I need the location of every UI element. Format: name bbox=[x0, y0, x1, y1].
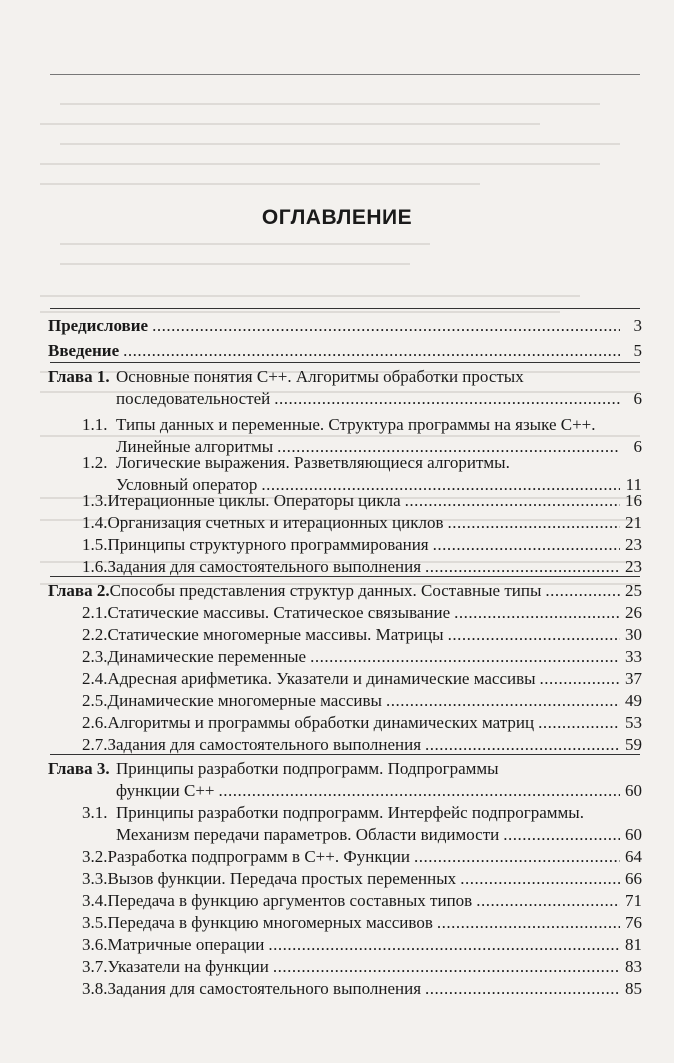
section-number: 3.8. bbox=[82, 979, 108, 998]
leader-dots bbox=[219, 780, 620, 802]
leader-dots bbox=[310, 646, 620, 668]
leader-dots bbox=[540, 668, 620, 690]
section-number: 2.4. bbox=[82, 669, 108, 688]
header-rule bbox=[50, 74, 640, 75]
toc-section-3-5 bbox=[82, 912, 642, 934]
page-number: 60 bbox=[625, 781, 642, 800]
toc-section-2-7 bbox=[82, 734, 642, 756]
section-rule bbox=[50, 362, 640, 363]
section-number: 2.6. bbox=[82, 713, 108, 732]
section-number: 1.2. bbox=[82, 453, 108, 472]
section-title-line: Динамические переменные bbox=[107, 647, 307, 666]
section-title-line: Матричные операции bbox=[107, 935, 265, 954]
section-title-line: Вызов функции. Передача простых переменных bbox=[107, 869, 457, 888]
chapter-title-line: Основные понятия С++. Алгоритмы обработки простых bbox=[116, 367, 524, 386]
toc-section-3-1 bbox=[82, 802, 642, 846]
leader-dots bbox=[425, 556, 620, 578]
section-title-line: Организация счетных и итерационных циклов bbox=[107, 513, 444, 532]
chapter-title-line: Принципы разработки подпрограмм. Подпрограммы bbox=[116, 759, 499, 778]
section-number: 2.2. bbox=[82, 625, 108, 644]
page-number: 3 bbox=[633, 316, 642, 335]
leader-dots bbox=[273, 956, 620, 978]
section-number: 3.3. bbox=[82, 869, 108, 888]
chapter-number: Глава 2. bbox=[48, 581, 110, 600]
leader-dots bbox=[476, 890, 620, 912]
toc-section-3-7 bbox=[82, 956, 642, 978]
toc-section-1-6 bbox=[82, 556, 642, 578]
page-number: 11 bbox=[625, 475, 642, 494]
chapter-title-line: функции С++ bbox=[116, 781, 215, 800]
toc-section-1-3 bbox=[82, 490, 642, 512]
page-number: 66 bbox=[625, 869, 642, 888]
page-number: 81 bbox=[625, 935, 642, 954]
leader-dots bbox=[503, 824, 620, 846]
chapter-number: Глава 3. bbox=[48, 759, 110, 778]
toc-section-1-4 bbox=[82, 512, 642, 534]
leader-dots bbox=[448, 512, 620, 534]
page-number: 23 bbox=[625, 535, 642, 554]
section-title-line: Типы данных и переменные. Структура программы на языке С++. bbox=[116, 415, 596, 434]
section-title-line: Принципы разработки подпрограмм. Интерфейс подпрограммы. bbox=[116, 803, 584, 822]
page-number: 85 bbox=[625, 979, 642, 998]
section-title-line: Алгоритмы и программы обработки динамических матриц bbox=[107, 713, 535, 732]
leader-dots bbox=[437, 912, 620, 934]
section-title-line: Линейные алгоритмы bbox=[116, 437, 274, 456]
page-number: 60 bbox=[625, 825, 642, 844]
page-number: 53 bbox=[625, 713, 642, 732]
toc-label: Предисловие bbox=[48, 316, 149, 335]
page-number: 25 bbox=[625, 581, 642, 600]
toc-section-2-1 bbox=[82, 602, 642, 624]
page-number: 26 bbox=[625, 603, 642, 622]
toc-section-2-5 bbox=[82, 690, 642, 712]
leader-dots bbox=[386, 690, 620, 712]
section-number: 3.6. bbox=[82, 935, 108, 954]
leader-dots bbox=[405, 490, 620, 512]
section-title-line: Задания для самостоятельного выполнения bbox=[107, 979, 422, 998]
page-number: 33 bbox=[625, 647, 642, 666]
page-number: 6 bbox=[633, 437, 642, 456]
section-number: 3.5. bbox=[82, 913, 108, 932]
toc-section-3-4 bbox=[82, 890, 642, 912]
section-title-line: Механизм передачи параметров. Области видимости bbox=[116, 825, 500, 844]
section-title-line: Динамические многомерные массивы bbox=[107, 691, 382, 710]
leader-dots bbox=[152, 315, 620, 337]
section-number: 2.5. bbox=[82, 691, 108, 710]
toc-top-rule bbox=[50, 308, 640, 309]
leader-dots bbox=[545, 580, 620, 602]
section-title-line: Условный оператор bbox=[116, 475, 258, 494]
page-number: 5 bbox=[633, 341, 642, 360]
leader-dots bbox=[538, 712, 620, 734]
page-number: 16 bbox=[625, 491, 642, 510]
toc-section-2-3 bbox=[82, 646, 642, 668]
leader-dots bbox=[425, 978, 620, 1000]
section-title-line: Указатели на функции bbox=[107, 957, 269, 976]
page-number: 76 bbox=[625, 913, 642, 932]
section-title-line: Логические выражения. Разветвляющиеся алгоритмы. bbox=[116, 453, 510, 472]
section-number: 2.3. bbox=[82, 647, 108, 666]
section-number: 1.3. bbox=[82, 491, 108, 510]
toc-section-2-4 bbox=[82, 668, 642, 690]
section-number: 1.1. bbox=[82, 415, 108, 434]
page-number: 83 bbox=[625, 957, 642, 976]
leader-dots bbox=[454, 602, 620, 624]
section-title-line: Статические массивы. Статическое связывание bbox=[107, 603, 451, 622]
toc-section-3-2 bbox=[82, 846, 642, 868]
toc-section-3-6 bbox=[82, 934, 642, 956]
toc-section-3-8 bbox=[82, 978, 642, 1000]
toc-section-1-5 bbox=[82, 534, 642, 556]
section-number: 1.6. bbox=[82, 557, 108, 576]
section-title-line: Статические многомерные массивы. Матрицы bbox=[107, 625, 444, 644]
leader-dots bbox=[414, 846, 620, 868]
toc-section-2-2 bbox=[82, 624, 642, 646]
chapter-number: Глава 1. bbox=[48, 367, 110, 386]
section-number: 3.1. bbox=[82, 803, 108, 822]
leader-dots bbox=[460, 868, 620, 890]
toc-entry-introduction bbox=[48, 340, 642, 362]
page-number: 64 bbox=[625, 847, 642, 866]
section-rule bbox=[50, 754, 640, 755]
section-number: 1.5. bbox=[82, 535, 108, 554]
page-number: 21 bbox=[625, 513, 642, 532]
page-number: 23 bbox=[625, 557, 642, 576]
section-title-line: Передача в функцию аргументов составных типов bbox=[107, 891, 473, 910]
leader-dots bbox=[425, 734, 620, 756]
chapter-title-line: последовательностей bbox=[116, 389, 271, 408]
page-number: 30 bbox=[625, 625, 642, 644]
leader-dots bbox=[268, 934, 620, 956]
section-number: 3.2. bbox=[82, 847, 108, 866]
toc-entry-preface bbox=[48, 315, 642, 337]
page-number: 71 bbox=[625, 891, 642, 910]
toc-section-2-6 bbox=[82, 712, 642, 734]
section-title-line: Задания для самостоятельного выполнения bbox=[107, 735, 422, 754]
leader-dots bbox=[433, 534, 620, 556]
section-number: 3.4. bbox=[82, 891, 108, 910]
toc-section-3-3 bbox=[82, 868, 642, 890]
section-title-line: Задания для самостоятельного выполнения bbox=[107, 557, 422, 576]
section-number: 3.7. bbox=[82, 957, 108, 976]
section-rule bbox=[50, 576, 640, 577]
toc-chapter-3 bbox=[48, 758, 642, 802]
chapter-title-line: Способы представления структур данных. Составные типы bbox=[109, 581, 542, 600]
toc-label: Введение bbox=[48, 341, 120, 360]
section-title-line: Разработка подпрограмм в С++. Функции bbox=[107, 847, 410, 866]
section-title-line: Адресная арифметика. Указатели и динамические массивы bbox=[107, 669, 536, 688]
leader-dots bbox=[448, 624, 620, 646]
section-number: 2.1. bbox=[82, 603, 108, 622]
toc-chapter-2 bbox=[48, 580, 642, 602]
page-number: 37 bbox=[625, 669, 642, 688]
section-title-line: Передача в функцию многомерных массивов bbox=[107, 913, 433, 932]
section-title-line: Принципы структурного программирования bbox=[107, 535, 429, 554]
section-title-line: Итерационные циклы. Операторы цикла bbox=[107, 491, 401, 510]
page-number: 49 bbox=[625, 691, 642, 710]
toc-chapter-1 bbox=[48, 366, 642, 410]
page-number: 59 bbox=[625, 735, 642, 754]
page-title: ОГЛАВЛЕНИЕ bbox=[261, 206, 413, 229]
section-number: 2.7. bbox=[82, 735, 108, 754]
leader-dots bbox=[274, 388, 620, 410]
leader-dots bbox=[123, 340, 620, 362]
section-number: 1.4. bbox=[82, 513, 108, 532]
page-number: 6 bbox=[633, 389, 642, 408]
